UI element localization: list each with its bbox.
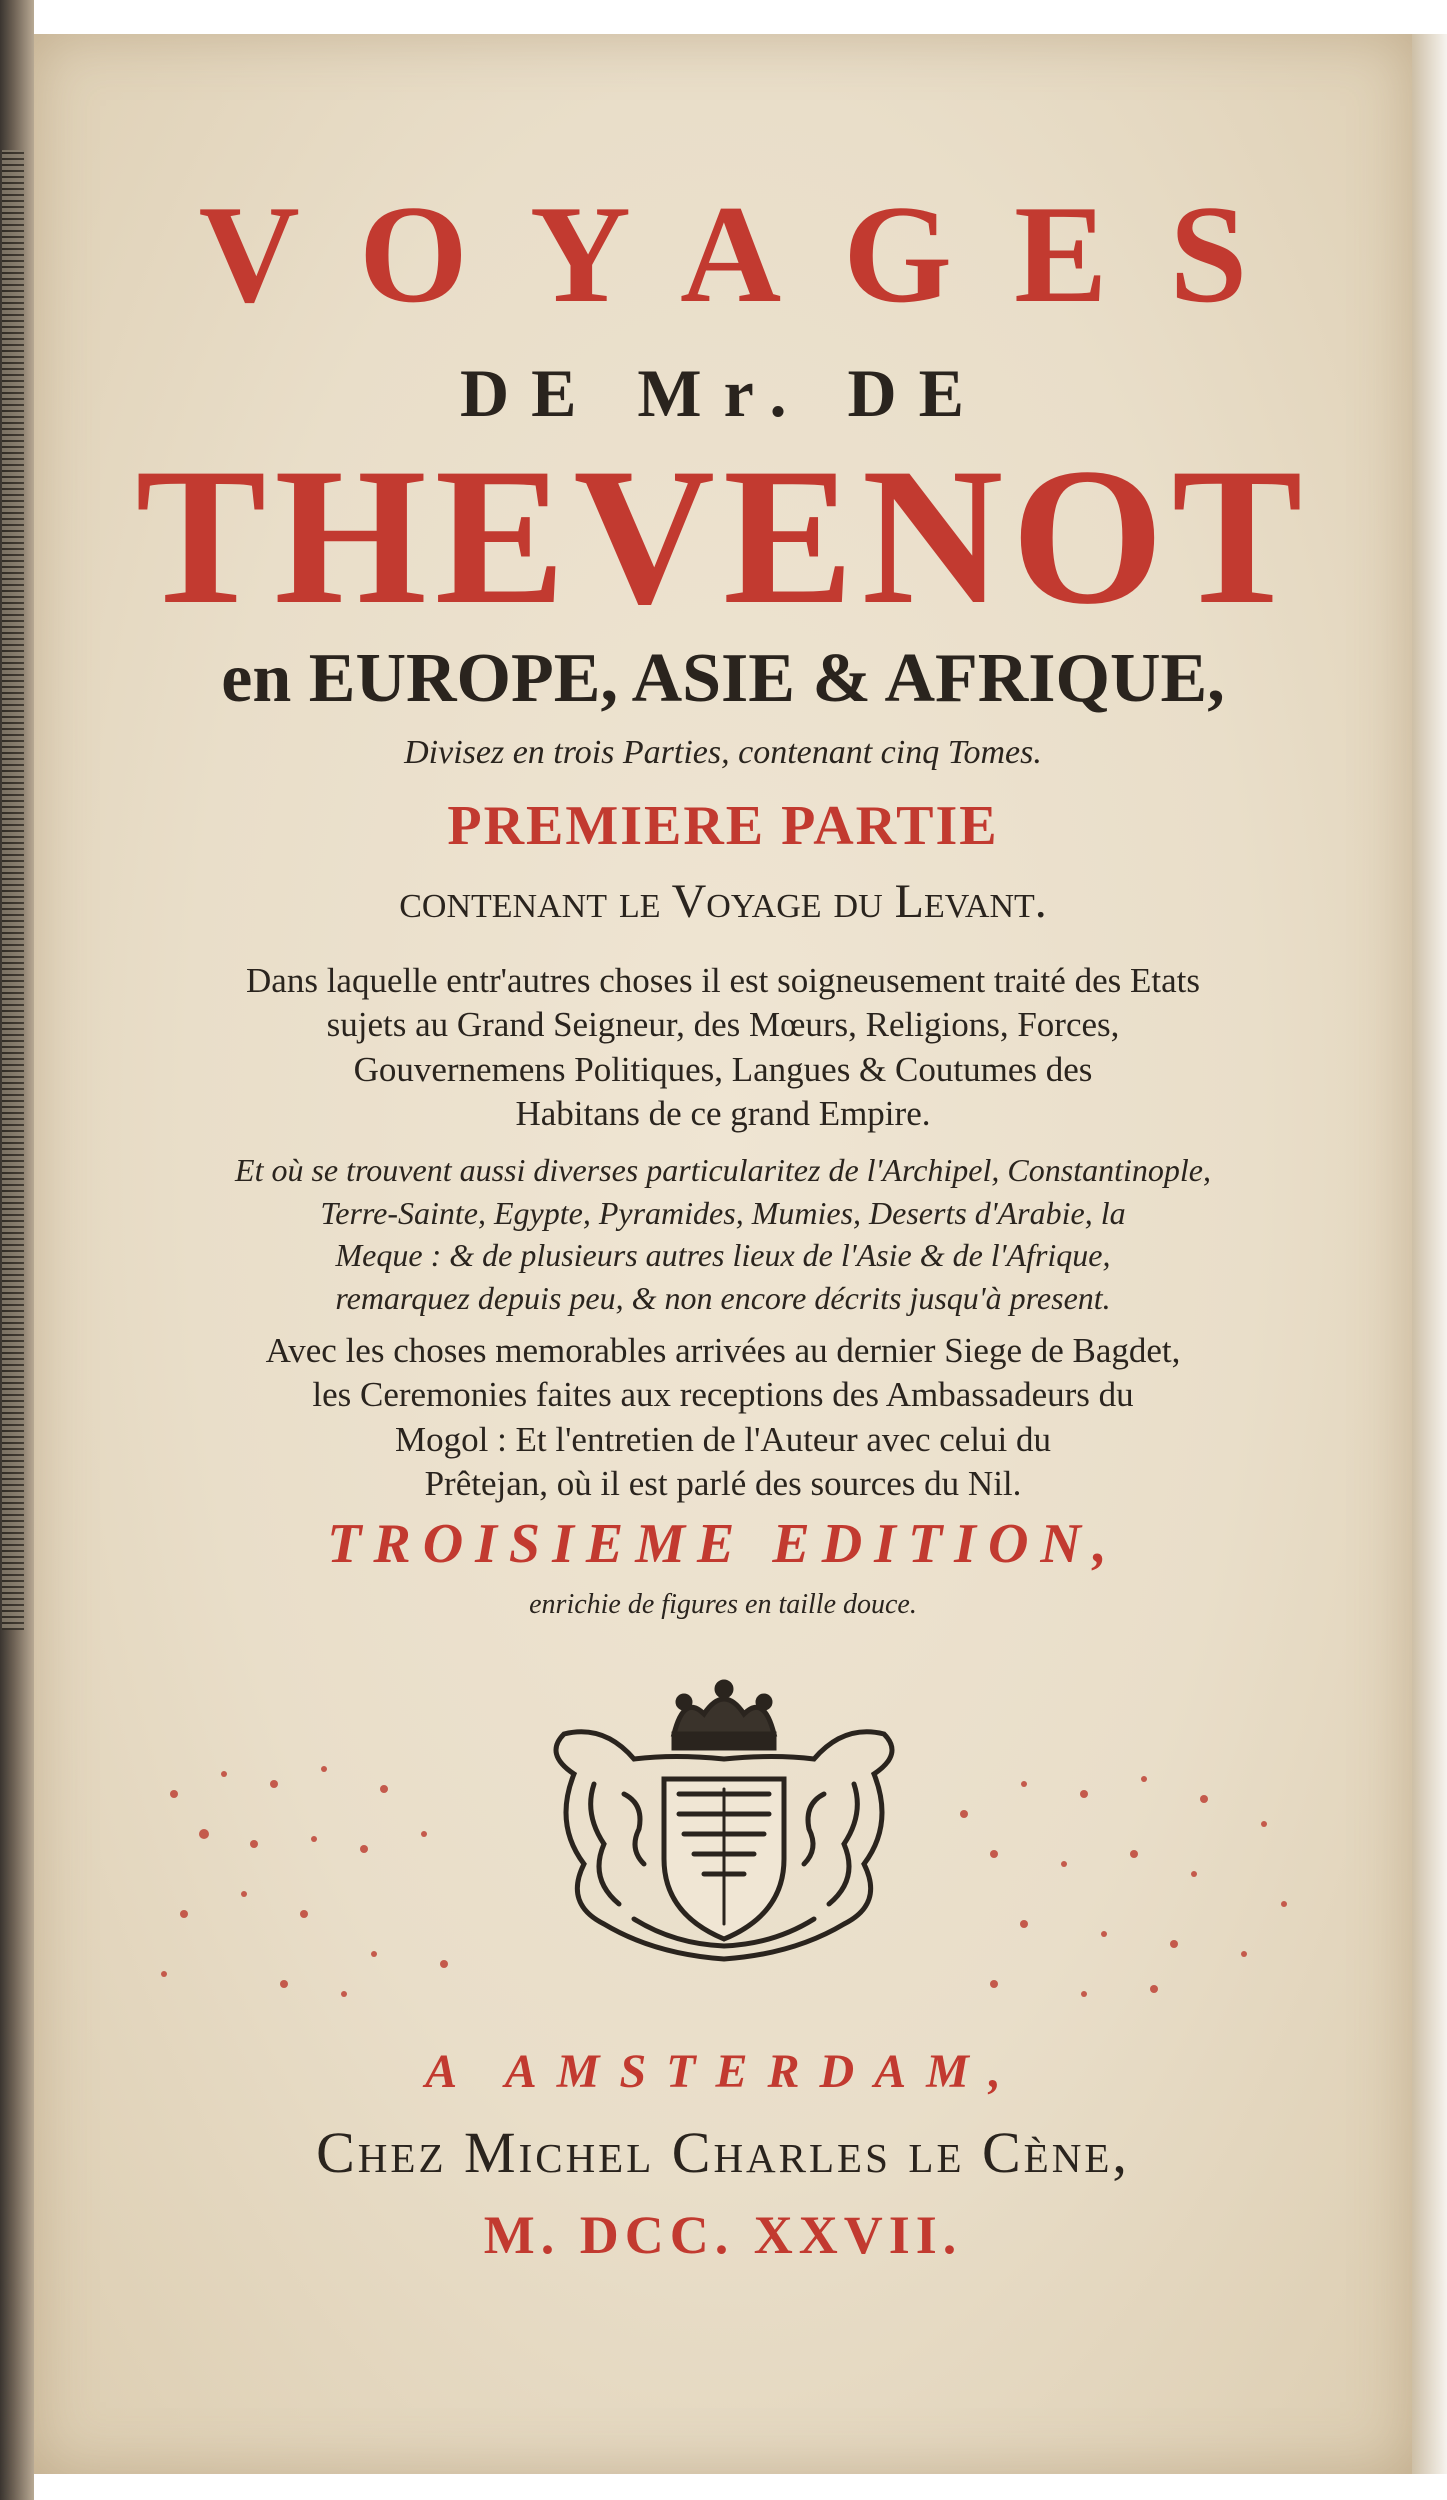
edition: TROISIEME EDITION, [327, 1513, 1119, 1575]
particulars-line: remarquez depuis peu, & non encore décrits jusqu'à present. [335, 1279, 1111, 1316]
memorable-paragraph [34, 1329, 1412, 1507]
title-page [34, 34, 1412, 2474]
description-line: Gouvernemens Politiques, Langues & Coutumes des [353, 1049, 1093, 1089]
memorable-line: Prêtejan, où il est parlé des sources du Nil. [424, 1464, 1022, 1504]
page-edge [1412, 34, 1447, 2474]
description-line: sujets au Grand Seigneur, des Mœurs, Religions, Forces, [326, 1005, 1120, 1045]
particulars-line: Terre-Sainte, Egypte, Pyramides, Mumies, Deserts d'Arabie, la [320, 1194, 1126, 1231]
title-voyages: VOYAGES [198, 177, 1310, 332]
title-regions: en EUROPE, ASIE & AFRIQUE, [221, 640, 1225, 717]
particulars-paragraph [34, 1149, 1412, 1319]
description-line: Habitans de ce grand Empire. [515, 1094, 931, 1134]
imprint-date: M. DCC. XXVII. [483, 2205, 963, 2265]
title-contains: contenant le Voyage du Levant. [399, 875, 1047, 928]
right-red-specks [934, 1754, 1314, 2014]
title-division: Divisez en trois Parties, contenant cinq Tomes. [404, 734, 1042, 771]
description-paragraph [34, 959, 1412, 1137]
particulars-line: Et où se trouvent aussi diverses particularitez de l'Archipel, Constantinople, [235, 1152, 1211, 1188]
memorable-line: Avec les choses memorables arrivées au dernier Siege de Bagdet, [265, 1331, 1181, 1370]
frontispiece-edge [2, 150, 24, 1630]
memorable-line: Mogol : Et l'entretien de l'Auteur avec celui du [394, 1419, 1051, 1459]
imprint-place: A AMSTERDAM, [425, 2045, 1021, 2098]
description-line: Dans laquelle entr'autres choses il est soigneusement traité des Etats [246, 961, 1200, 1000]
title-de-mr: DE Mr. DE [459, 355, 987, 431]
memorable-line: les Ceremonies faites aux receptions des Ambassadeurs du [312, 1375, 1134, 1415]
left-red-specks [144, 1754, 504, 2014]
enriched-note: enrichie de figures en taille douce. [529, 1589, 917, 1620]
title-author: THEVENOT [135, 428, 1311, 645]
particulars-line: Meque : & de plusieurs autres lieux de l'Asie & de l'Afrique, [335, 1237, 1111, 1274]
title-part: PREMIERE PARTIE [447, 795, 999, 857]
printers-device-crest-icon [534, 1664, 914, 1974]
imprint-printer: Chez Michel Charles le Cène, [316, 2120, 1130, 2185]
